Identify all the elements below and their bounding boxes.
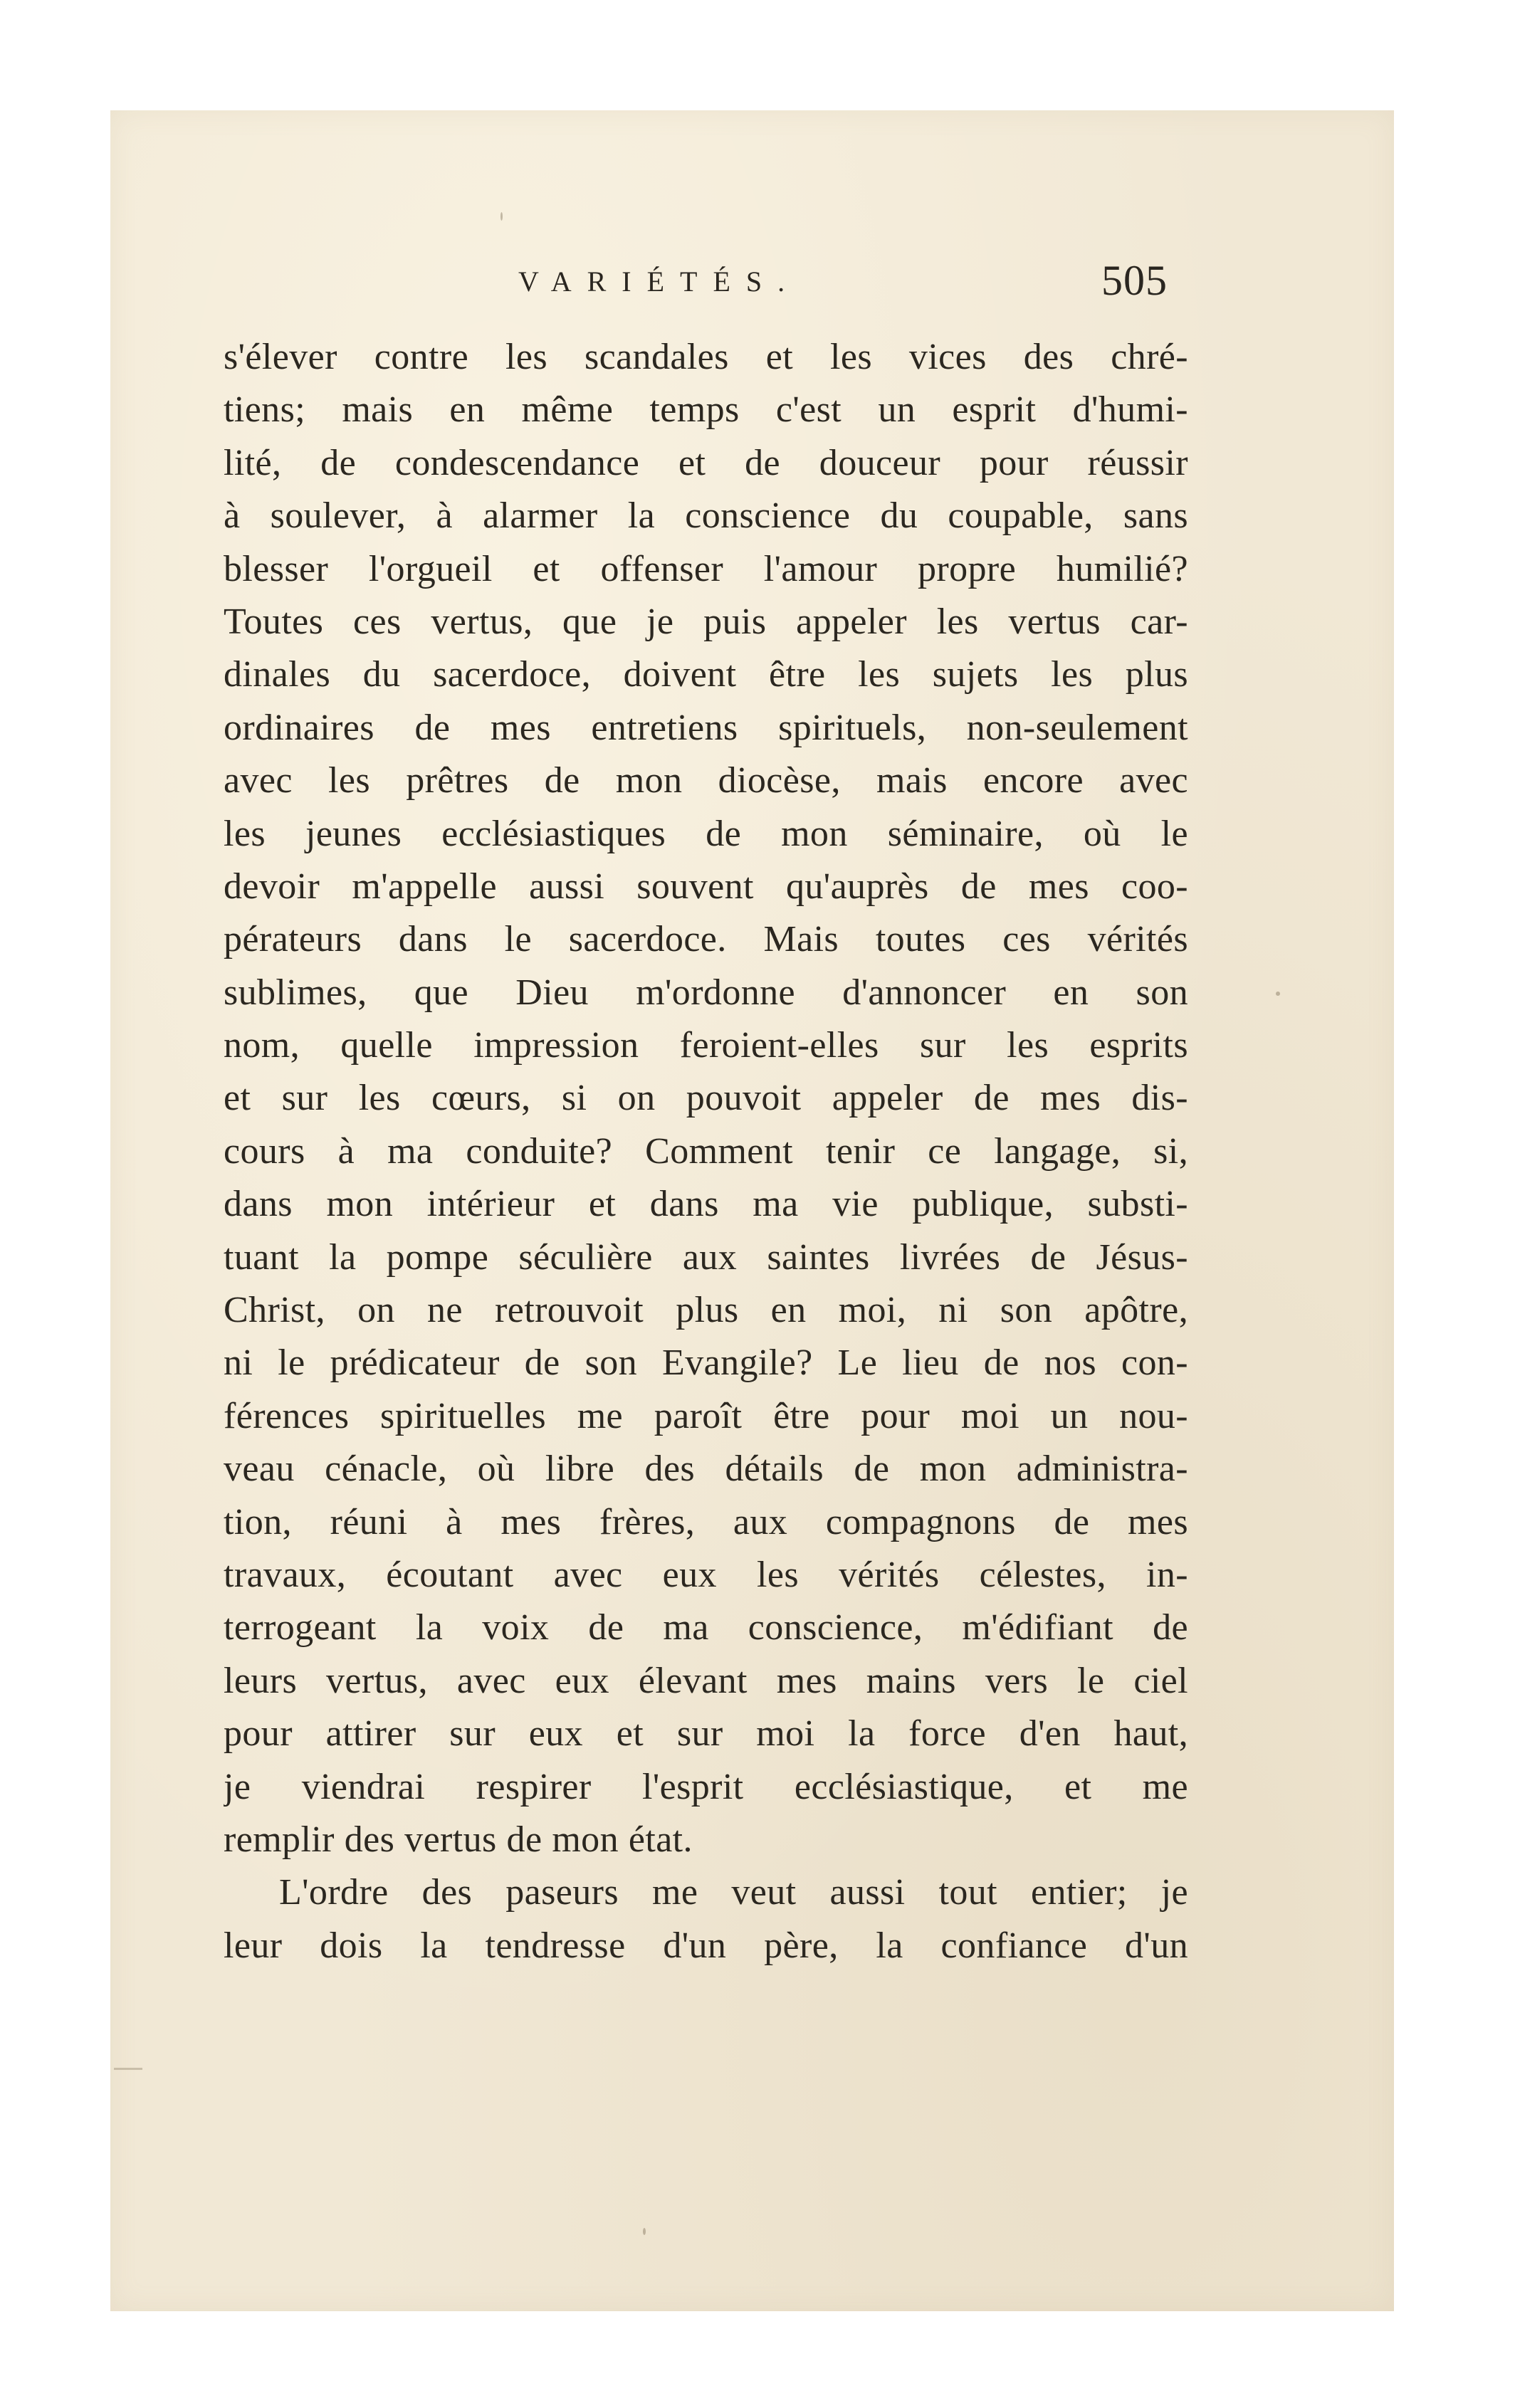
paper-mark (114, 2068, 142, 2070)
text-line: à soulever, à alarmer la conscience du coupable, sans (224, 495, 1188, 537)
text-line: ordinaires de mes entretiens spirituels, non-seulement (224, 707, 1188, 748)
running-head (399, 256, 1182, 313)
text-line: s'élever contre les scandales et les vices des chré- (224, 337, 1188, 377)
text-line: cours à ma conduite? Comment tenir ce langage, si, (224, 1130, 1188, 1172)
page-number: 505 (1101, 257, 1168, 304)
text-line: férences spirituelles me paroît être pour moi un nou- (224, 1395, 1188, 1436)
text-line: terrogeant la voix de ma conscience, m'édifiant de (224, 1607, 1188, 1649)
body-text (224, 331, 1188, 1972)
text-line: blesser l'orgueil et offenser l'amour propre humilié? (224, 548, 1188, 589)
text-line: tion, réuni à mes frères, aux compagnons de mes (224, 1501, 1188, 1542)
text-line: nom, quelle impression feroient-elles sur les esprits (224, 1025, 1188, 1066)
text-line: dinales du sacerdoce, doivent être les sujets les plus (224, 654, 1188, 695)
paragraph-start-line: L'ordre des paseurs me veut aussi tout entier; je (279, 1872, 1188, 1913)
text-line: ni le prédicateur de son Evangile? Le lieu de nos con- (224, 1342, 1188, 1384)
text-line: et sur les cœurs, si on pouvoit appeler de mes dis- (224, 1078, 1188, 1119)
text-line: devoir m'appelle aussi souvent qu'auprès de mes coo- (224, 866, 1188, 907)
text-line: tiens; mais en même temps c'est un esprit d'humi- (224, 389, 1188, 431)
text-line: tuant la pompe séculière aux saintes livrées de Jésus- (224, 1236, 1188, 1278)
paper-speck (1276, 992, 1280, 996)
paragraph-end-line: remplir des vertus de mon état. (224, 1819, 693, 1860)
text-line: veau cénacle, où libre des détails de mon administra- (224, 1449, 1188, 1490)
text-line: leurs vertus, avec eux élevant mes mains vers le ciel (224, 1660, 1188, 1701)
text-line: Toutes ces vertus, que je puis appeler les vertus car- (224, 601, 1188, 642)
paper-speck (500, 212, 503, 221)
text-line: les jeunes ecclésiastiques de mon séminaire, où le (224, 813, 1188, 854)
text-line: dans mon intérieur et dans ma vie publique, substi- (224, 1184, 1188, 1225)
paper-speck (643, 2228, 646, 2235)
text-line: Christ, on ne retrouvoit plus en moi, ni son apôtre, (224, 1290, 1188, 1331)
text-line: pour attirer sur eux et sur moi la force d'en haut, (224, 1713, 1188, 1755)
running-title: VARIÉTÉS. (518, 265, 801, 298)
text-line: sublimes, que Dieu m'ordonne d'annoncer en son (224, 972, 1188, 1013)
text-line: je viendrai respirer l'esprit ecclésiastique, et me (224, 1766, 1188, 1807)
text-line: lité, de condescendance et de douceur pour réussir (224, 442, 1188, 483)
text-line: travaux, écoutant avec eux les vérités célestes, in- (224, 1554, 1188, 1595)
text-line: avec les prêtres de mon diocèse, mais encore avec (224, 760, 1188, 801)
text-line: pérateurs dans le sacerdoce. Mais toutes ces vérités (224, 919, 1188, 960)
text-line: leur dois la tendresse d'un père, la confiance d'un (224, 1925, 1188, 1966)
